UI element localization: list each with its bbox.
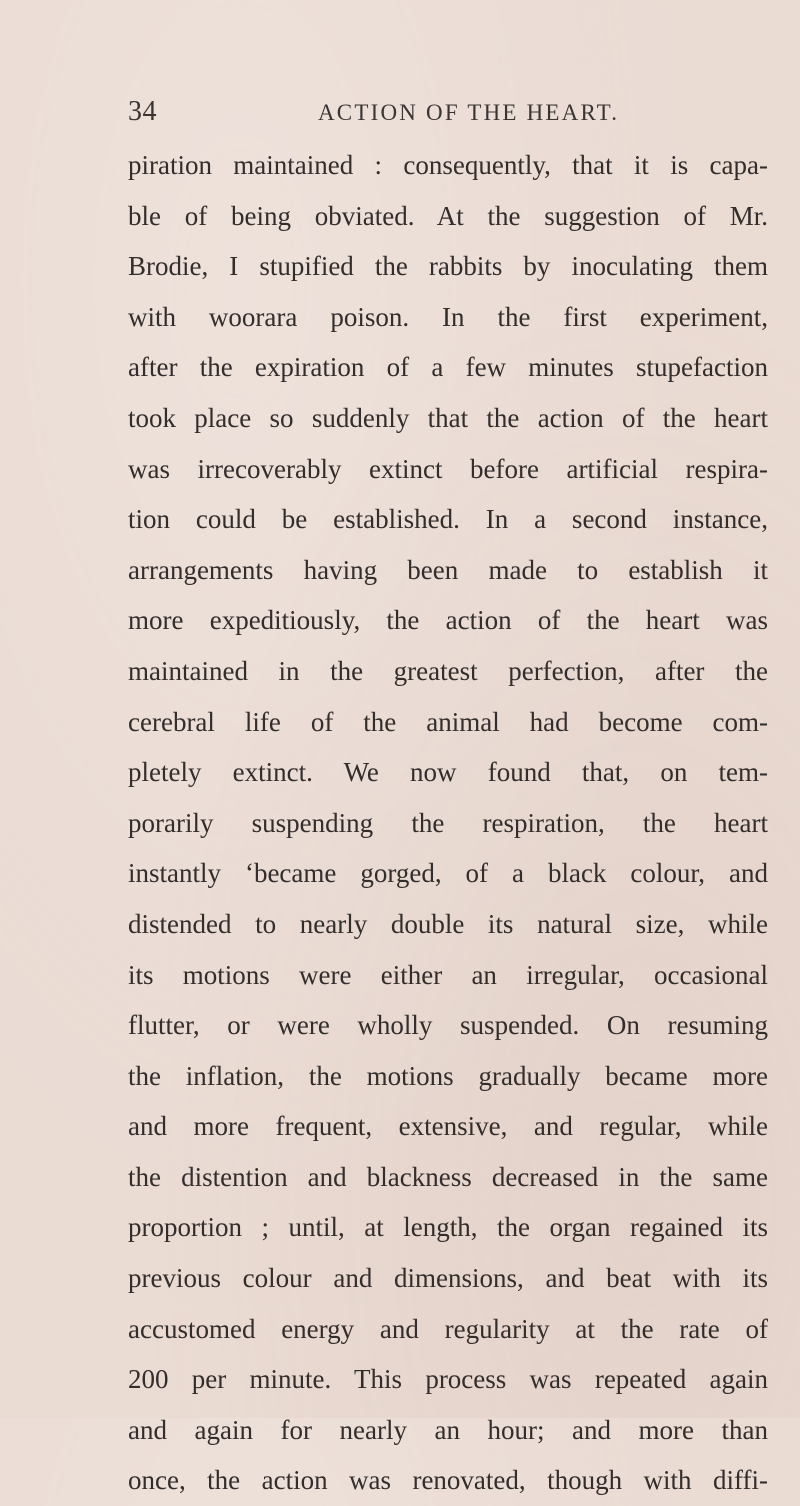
text-line: instantly ‘became gorged, of a black colour, and [128,858,768,889]
text-line: took place so suddenly that the action of the heart [128,402,768,433]
text-line: with woorara poison. In the first experiment, [128,301,768,332]
text-line: the inflation, the motions gradually became more [128,1060,768,1091]
text-line: tion could be established. In a second instance, [128,504,768,535]
text-line: and again for nearly an hour; and more than [128,1414,768,1445]
text-line: its motions were either an irregular, occasional [128,959,768,990]
text-line: porarily suspending the respiration, the heart [128,807,768,838]
page-number: 34 [128,96,157,127]
text-line: proportion ; until, at length, the organ regained its [128,1212,768,1243]
text-line: was irrecoverably extinct before artificial respira- [128,453,768,484]
text-line: the distention and blackness decreased in the same [128,1161,768,1192]
text-line: pletely extinct. We now found that, on tem- [128,757,768,788]
text-line: once, the action was renovated, though with diffi- [128,1465,768,1496]
text-line: previous colour and dimensions, and beat with its [128,1263,768,1294]
text-line: 200 per minute. This process was repeated again [128,1364,768,1395]
text-line: ble of being obviated. At the suggestion of Mr. [128,200,768,231]
running-title: ACTION OF THE HEART. [318,100,620,125]
text-line: Brodie, I stupified the rabbits by inoculating them [128,251,768,282]
text-line: flutter, or were wholly suspended. On resuming [128,1010,768,1041]
text-line: distended to nearly double its natural size, while [128,908,768,939]
text-line: and more frequent, extensive, and regular, while [128,1111,768,1142]
text-line: more expeditiously, the action of the heart was [128,605,768,636]
text-line: arrangements having been made to establish it [128,554,768,585]
text-line: cerebral life of the animal had become com- [128,706,768,737]
text-line: piration maintained : consequently, that it is capa- [128,150,768,180]
text-line: accustomed energy and regularity at the rate of [128,1313,768,1344]
body-text [128,140,768,1506]
text-line: maintained in the greatest perfection, after the [128,655,768,686]
running-head [128,96,768,136]
text-line: after the expiration of a few minutes stupefaction [128,352,768,383]
